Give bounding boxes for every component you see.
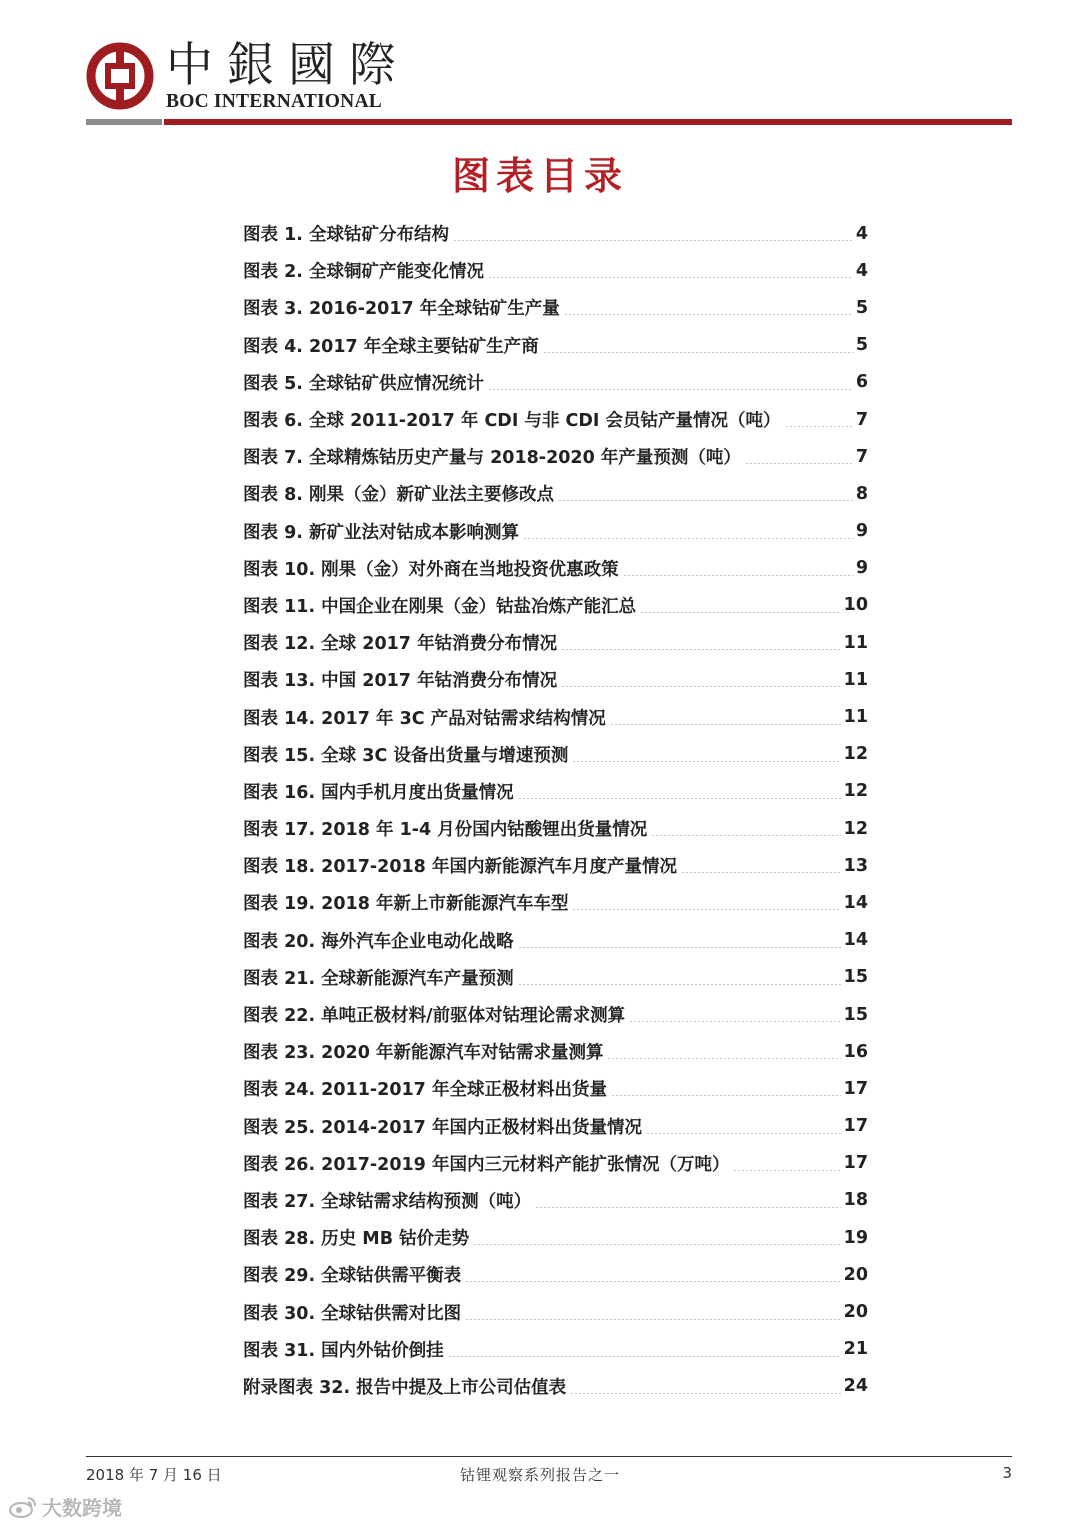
toc-entry[interactable] [243,1033,868,1070]
toc-entry[interactable] [243,1182,868,1219]
toc-entry[interactable] [243,327,868,364]
toc-entry[interactable] [243,810,868,847]
toc-entry-page: 6 [855,372,868,393]
toc-dot-leader [561,686,841,687]
toc-entry-label: 图表 22. 单吨正极材料/前驱体对钴理论需求测算 [243,1006,626,1027]
toc-dot-leader [572,761,840,762]
logo-chinese-name: 中銀國際 [166,38,410,93]
toc-dot-leader [785,426,853,427]
toc-entry-page: 15 [843,1004,868,1025]
toc-entry-page: 20 [843,1264,868,1285]
toc-dot-leader [558,500,853,501]
toc-entry[interactable] [243,1108,868,1145]
table-of-figures [243,215,868,1405]
toc-entry-page: 11 [843,632,868,653]
toc-entry[interactable] [243,1219,868,1256]
toc-entry-label: 图表 7. 全球精炼钴历史产量与 2018-2020 年产量预测（吨） [243,448,741,469]
toc-dot-leader [488,389,853,390]
toc-entry-page: 16 [843,1041,868,1062]
toc-entry[interactable] [243,513,868,550]
toc-entry-page: 7 [855,446,868,467]
toc-entry[interactable] [243,475,868,512]
toc-dot-leader [610,724,841,725]
toc-dot-leader [607,1058,840,1059]
toc-entry-page: 5 [855,297,868,318]
toc-dot-leader [488,277,853,278]
toc-entry-label: 图表 25. 2014-2017 年国内正极材料出货量情况 [243,1117,642,1138]
toc-entry-label: 图表 9. 新矿业法对钴成本影响测算 [243,522,520,543]
toc-entry-label: 图表 1. 全球钴矿分布结构 [243,225,450,246]
toc-dot-leader [523,538,853,539]
toc-dot-leader [561,649,841,650]
toc-entry-page: 17 [843,1116,868,1137]
toc-dot-leader [465,1319,840,1320]
toc-dot-leader [611,1095,841,1096]
toc-entry[interactable] [243,661,868,698]
toc-dot-leader [640,612,840,613]
toc-entry-label: 图表 2. 全球铜矿产能变化情况 [243,262,485,283]
toc-entry[interactable] [243,1070,868,1107]
toc-entry[interactable] [243,438,868,475]
toc-entry-page: 14 [843,892,868,913]
toc-entry-page: 12 [843,744,868,765]
toc-entry-page: 17 [843,1078,868,1099]
toc-dot-leader [543,352,853,353]
toc-entry-label: 图表 20. 海外汽车企业电动化战略 [243,931,514,952]
header [86,40,1012,128]
footer-series-title: 钴锂观察系列报告之一 [459,1466,620,1484]
toc-entry-page: 12 [843,781,868,802]
toc-dot-leader [465,1281,840,1282]
boc-logo-icon [86,42,154,110]
toc-entry-page: 21 [843,1339,868,1360]
watermark [8,1492,122,1521]
toc-entry-label: 图表 6. 全球 2011-2017 年 CDI 与非 CDI 会员钴产量情况（吨） [243,411,781,432]
toc-entry-page: 9 [855,558,868,579]
toc-entry-label: 图表 23. 2020 年新能源汽车对钴需求量测算 [243,1043,604,1064]
toc-dot-leader [572,909,840,910]
toc-entry[interactable] [243,773,868,810]
header-rule-gray [86,119,162,125]
toc-entry[interactable] [243,289,868,326]
toc-dot-leader [623,575,853,576]
footer-page-number: 3 [1002,1464,1012,1482]
toc-dot-leader [448,1356,841,1357]
watermark-text: 大数跨境 [42,1496,122,1520]
toc-dot-leader [535,1207,840,1208]
toc-entry-page: 24 [843,1376,868,1397]
page-title: 图表目录 [451,154,628,198]
logo-english-name: BOC INTERNATIONAL [166,91,382,112]
toc-entry[interactable] [243,624,868,661]
toc-dot-leader [681,872,841,873]
toc-entry-label: 图表 31. 国内外钴价倒挂 [243,1340,444,1361]
toc-dot-leader [570,1393,840,1394]
toc-entry-page: 10 [843,595,868,616]
toc-dot-leader [453,240,853,241]
toc-entry-page: 17 [843,1153,868,1174]
toc-entry-label: 图表 26. 2017-2019 年国内三元材料产能扩张情况（万吨） [243,1154,730,1175]
toc-entry[interactable] [243,736,868,773]
toc-dot-leader [518,947,841,948]
toc-entry-label: 附录图表 32. 报告中提及上市公司估值表 [243,1377,567,1398]
toc-dot-leader [518,984,841,985]
header-rule-red [164,119,1012,125]
toc-entry-page: 5 [855,335,868,356]
toc-entry[interactable] [243,550,868,587]
toc-entry[interactable] [243,996,868,1033]
toc-entry-page: 19 [843,1227,868,1248]
toc-entry-page: 4 [855,223,868,244]
toc-entry[interactable] [243,698,868,735]
toc-entry-label: 图表 4. 2017 年全球主要钴矿生产商 [243,336,539,357]
toc-entry-label: 图表 21. 全球新能源汽车产量预测 [243,968,514,989]
toc-dot-leader [651,835,840,836]
toc-entry-label: 图表 13. 中国 2017 年钴消费分布情况 [243,671,558,692]
toc-entry-label: 图表 28. 历史 MB 钴价走势 [243,1229,470,1250]
toc-entry-page: 7 [855,409,868,430]
toc-entry-label: 图表 29. 全球钴供需平衡表 [243,1266,462,1287]
toc-entry[interactable] [243,401,868,438]
toc-entry-label: 图表 8. 刚果（金）新矿业法主要修改点 [243,485,555,506]
toc-entry-page: 4 [855,260,868,281]
toc-entry[interactable] [243,959,868,996]
toc-entry-label: 图表 15. 全球 3C 设备出货量与增速预测 [243,745,569,766]
toc-dot-leader [733,1170,840,1171]
toc-entry-page: 14 [843,930,868,951]
toc-entry-label: 图表 16. 国内手机月度出货量情况 [243,782,514,803]
toc-entry[interactable] [243,922,868,959]
toc-entry[interactable] [243,215,868,252]
toc-entry[interactable] [243,884,868,921]
toc-entry[interactable] [243,1256,868,1293]
weibo-icon [8,1495,38,1519]
toc-entry[interactable] [243,1331,868,1368]
footer-date: 2018 年 7 月 16 日 [86,1466,222,1484]
toc-entry[interactable] [243,587,868,624]
toc-entry[interactable] [243,1293,868,1330]
toc-entry-page: 8 [855,483,868,504]
toc-entry-page: 13 [843,855,868,876]
toc-entry-label: 图表 14. 2017 年 3C 产品对钴需求结构情况 [243,708,606,729]
toc-dot-leader [473,1244,841,1245]
toc-entry-page: 18 [843,1190,868,1211]
toc-entry-label: 图表 18. 2017-2018 年国内新能源汽车月度产量情况 [243,857,677,878]
toc-entry-page: 15 [843,967,868,988]
toc-dot-leader [745,463,853,464]
toc-entry-label: 图表 27. 全球钴需求结构预测（吨） [243,1191,532,1212]
toc-dot-leader [564,314,853,315]
footer-rule [86,1456,1012,1457]
toc-dot-leader [629,1021,841,1022]
toc-entry[interactable] [243,364,868,401]
toc-entry-label: 图表 3. 2016-2017 年全球钴矿生产量 [243,299,560,320]
toc-entry-label: 图表 5. 全球钴矿供应情况统计 [243,373,485,394]
toc-entry-page: 12 [843,818,868,839]
toc-entry-label: 图表 10. 刚果（金）对外商在当地投资优惠政策 [243,559,619,580]
toc-entry[interactable] [243,1368,868,1405]
toc-entry-label: 图表 17. 2018 年 1-4 月份国内钴酸锂出货量情况 [243,820,648,841]
toc-entry-label: 图表 19. 2018 年新上市新能源汽车车型 [243,894,569,915]
toc-dot-leader [518,798,841,799]
toc-entry-label: 图表 24. 2011-2017 年全球正极材料出货量 [243,1080,607,1101]
toc-entry[interactable] [243,252,868,289]
toc-entry[interactable] [243,1145,868,1182]
toc-entry-page: 20 [843,1302,868,1323]
toc-entry-label: 图表 12. 全球 2017 年钴消费分布情况 [243,634,558,655]
toc-entry-page: 11 [843,707,868,728]
toc-entry-label: 图表 11. 中国企业在刚果（金）钴盐冶炼产能汇总 [243,596,637,617]
toc-entry-label: 图表 30. 全球钴供需对比图 [243,1303,462,1324]
toc-entry-page: 11 [843,669,868,690]
toc-entry-page: 9 [855,521,868,542]
toc-dot-leader [646,1133,841,1134]
toc-entry[interactable] [243,847,868,884]
